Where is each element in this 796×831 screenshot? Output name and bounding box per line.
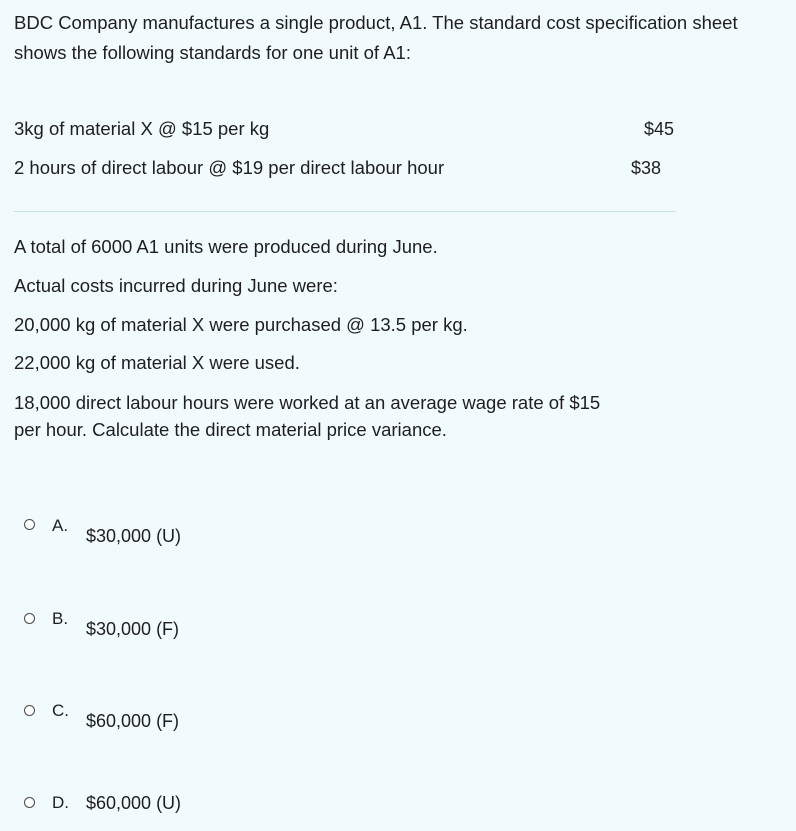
radio-button-c[interactable] — [24, 705, 35, 716]
standard-material-text: 3kg of material X @ $15 per kg — [14, 118, 270, 139]
standard-labour-amount: $38 — [630, 158, 661, 178]
radio-button-b[interactable] — [24, 613, 35, 624]
question-final-line-1: 18,000 direct labour hours were worked at an average wage rate of $15 — [14, 392, 601, 413]
detail-units-produced: A total of 6000 A1 units were produced during June. — [14, 236, 438, 257]
option-letter-c: C. — [52, 701, 69, 720]
option-letter-a: A. — [52, 516, 69, 535]
option-value-c: $60,000 (F) — [86, 711, 180, 731]
standard-labour-text: 2 hours of direct labour @ $19 per direct labour hour — [14, 157, 445, 178]
radio-button-a[interactable] — [24, 519, 35, 530]
detail-material-purchased: 20,000 kg of material X were purchased @ 13.5 per kg. — [14, 314, 468, 335]
option-letter-b: B. — [52, 609, 69, 628]
option-letter-d: D. — [52, 793, 69, 812]
question-intro-line-1: BDC Company manufactures a single product, A1. The standard cost specification sheet — [14, 12, 738, 33]
section-divider — [14, 211, 676, 212]
standard-material-amount: $45 — [643, 119, 674, 139]
option-value-a: $30,000 (U) — [86, 526, 182, 546]
option-value-b: $30,000 (F) — [86, 619, 180, 639]
option-value-d: $60,000 (U) — [86, 793, 182, 813]
question-intro-line-2: shows the following standards for one unit of A1: — [14, 42, 411, 63]
radio-button-d[interactable] — [24, 797, 35, 808]
question-final-line-2: per hour. Calculate the direct material price variance. — [14, 419, 447, 440]
detail-actual-costs-heading: Actual costs incurred during June were: — [14, 275, 338, 296]
detail-material-used: 22,000 kg of material X were used. — [14, 352, 300, 373]
